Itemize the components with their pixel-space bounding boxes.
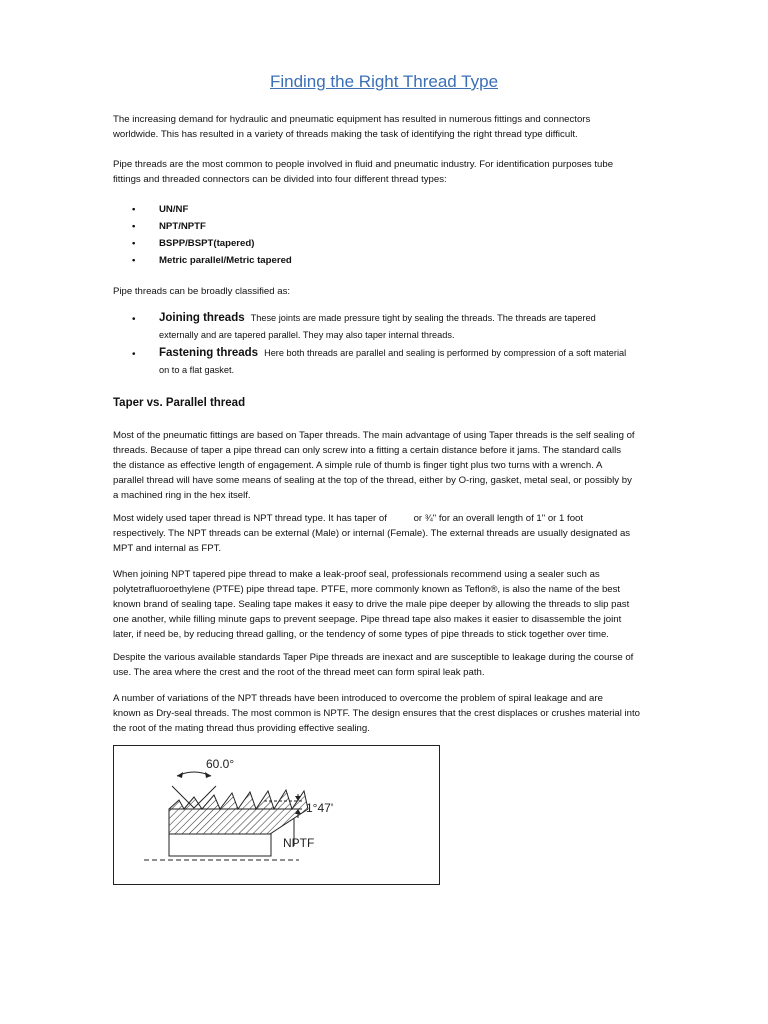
section-paragraph-2 [113,511,673,556]
thread-type-label: BSPP/BSPT(tapered) [159,238,255,249]
text-line: Despite the various available standards Taper Pipe threads are inexact and are susceptible to leakage during the course of [113,652,634,663]
pipe-body [169,834,271,856]
text-line: respectively. The NPT threads can be external (Male) or internal (Female). The external threads are usually designated as [113,528,631,539]
text-line: threads. Because of taper a pipe thread can only screw into a fitting a certain distance before it jams. The standard calls [113,445,622,456]
text-line: worldwide. This has resulted in a variety of threads making the task of identifying the right thread type difficult. [113,129,578,140]
bullet-icon: • [132,255,136,266]
section-paragraph-4 [113,650,673,680]
intro-paragraph-2 [113,157,673,187]
classification-term: Joining threads [159,312,245,324]
text-line: The increasing demand for hydraulic and pneumatic equipment has resulted in numerous fittings and connectors [113,114,591,125]
text-line: a machined ring in the hex itself. [113,490,251,501]
text-line: known brand of sealing tape. Sealing tape makes it easy to drive the male pipe deeper by allowing the threads to slip past [113,599,630,610]
section-heading: Taper vs. Parallel thread [113,397,246,409]
text-line: A number of variations of the NPT threads have been introduced to overcome the problem of spiral leakage and are [113,693,603,704]
thread-type-label: Metric parallel/Metric tapered [159,255,292,266]
text-line: later, if need be, by reducing thread galling, or the tendency of some types of pipe threads to stick together over time. [113,629,609,640]
text-line: Most widely used taper thread is NPT thread type. It has taper of or ¾" for an overall length of 1" or 1 foot [113,513,584,524]
text-line: the root of the mating thread thus providing effective sealing. [113,723,370,734]
nptf-thread-figure [113,745,440,885]
classification-intro: Pipe threads can be broadly classified as: [113,286,291,297]
text-line: Pipe threads are the most common to people involved in fluid and pneumatic industry. For identification purposes tube [113,159,614,170]
bullet-icon: • [132,238,136,249]
bullet-icon: • [132,349,136,360]
text-line: Most of the pneumatic fittings are based on Taper threads. The main advantage of using Taper threads is the self sealing of [113,430,635,441]
arc-arrow-left [177,772,183,778]
nptf-thread-diagram [114,746,441,886]
thread-type-label: UN/NF [159,204,189,215]
classification-line [159,347,626,359]
thread-type-label: NPT/NPTF [159,221,206,232]
bullet-icon: • [132,221,136,232]
classification-desc: Here both threads are parallel and sealing is performed by compression of a soft material [264,348,627,358]
classification-desc-cont: externally and are tapered parallel. They may also taper internal threads. [159,330,455,340]
classification-desc: These joints are made pressure tight by sealing the threads. The threads are tapered [250,313,596,323]
bullet-icon: • [132,204,136,215]
classification-desc-cont: on to a flat gasket. [159,365,235,375]
text-line: use. The area where the crest and the root of the thread meet can form spiral leak path. [113,667,485,678]
text-line: When joining NPT tapered pipe thread to make a leak-proof seal, professionals recommend using a sealer such as [113,569,600,580]
section-paragraph-5 [113,691,673,736]
taper-label: 1°47' [306,801,334,815]
text-line: MPT and internal as FPT. [113,543,222,554]
text-line: one another, while filling minute gaps to prevent seepage. Pipe thread tape also makes it easier to disassemble the joint [113,614,622,625]
intro-paragraph-1 [113,112,673,142]
text-line: the distance as effective length of engagement. A simple rule of thumb is finger tight plus two turns with a wrench. A [113,460,603,471]
nptf-label: NPTF [283,836,315,850]
text-line: polytetrafluoroethylene (PTFE) pipe thread tape. PTFE, more commonly known as Teflon®, is also the name of the best [113,584,621,595]
text-line: parallel thread will have some means of sealing at the top of the thread, either by O-ring, gasket, metal seal, or possibly by [113,475,632,486]
angle-label: 60.0° [206,757,235,771]
section-paragraph-3 [113,567,673,642]
arc-arrow-right [205,772,211,778]
section-paragraph-1 [113,428,673,503]
text-line: known as Dry-seal threads. The most common is NPTF. The design ensures that the crest displaces or crushes material into [113,708,640,719]
text-line: fittings and threaded connectors can be divided into four different thread types: [113,174,447,185]
classification-term: Fastening threads [159,347,259,359]
classification-line [159,312,596,324]
page-title: Finding the Right Thread Type [269,72,499,91]
thread-profile [169,790,308,834]
bullet-icon: • [132,314,136,325]
